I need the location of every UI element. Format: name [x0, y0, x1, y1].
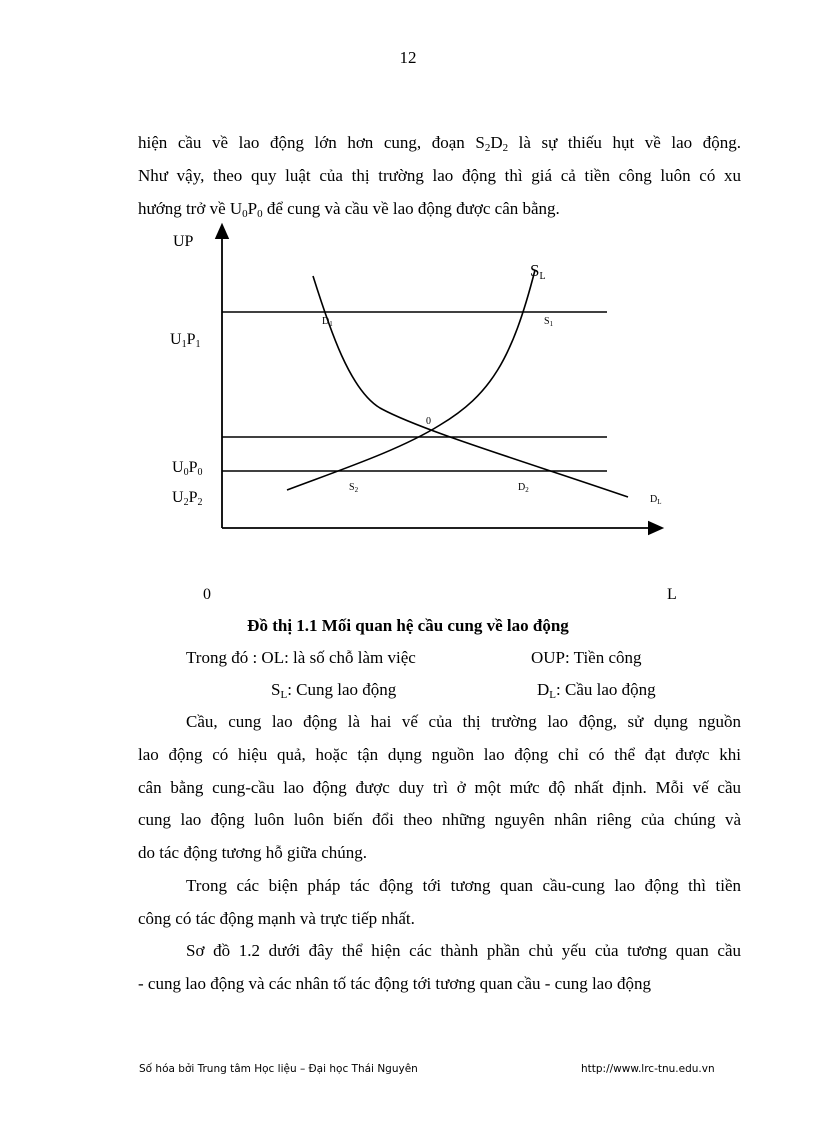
paragraph2-line-1: Trong các biện pháp tác động tới tương quan cầu-cung lao động thì tiền: [186, 876, 741, 895]
supply-curve: [287, 270, 535, 490]
point-label-s1: $S_1$: [544, 316, 554, 328]
y-tick-u2p2: U2P2: [172, 489, 203, 508]
intro-line-1: hiện cầu về lao động lớn hơn cung, đoạn $S_2D_2$ là sự thiếu hụt về lao động.: [138, 133, 741, 154]
y-axis-label: UP: [173, 233, 194, 250]
demand-curve-label: $D_L$: [650, 494, 662, 506]
origin-label: 0: [203, 586, 211, 603]
paragraph1-line-4: cung lao động luôn luôn biến đổi theo những nguyên nhân riêng của chúng và: [138, 810, 741, 829]
paragraph1-line-5: do tác động tương hỗ giữa chúng.: [138, 843, 368, 862]
point-label-d2: $D_2$: [518, 482, 529, 494]
supply-curve-label: SL: [530, 261, 546, 282]
point-label-s2: $S_2$: [349, 482, 359, 494]
footer-url[interactable]: http://www.lrc-tnu.edu.vn: [581, 1063, 715, 1075]
legend-dl: $D_L$: Cầu lao động: [537, 680, 656, 701]
intro-line-2: Như vậy, theo quy luật của thị trường lao động thì giá cả tiền công luôn có xu: [138, 166, 741, 185]
paragraph1-line-2: lao động có hiệu quả, hoặc tận dụng nguồn lao động chỉ có thể đạt được khi: [138, 745, 741, 764]
legend-ol: Trong đó : OL: là số chỗ làm việc: [186, 648, 416, 667]
paragraph3-line-1: Sơ đồ 1.2 dưới đây thể hiện các thành phần chủ yếu của tương quan cầu: [186, 941, 741, 960]
demand-curve: [313, 276, 628, 497]
y-tick-u0p0: U0P0: [172, 459, 203, 478]
paragraph3-line-2: - cung lao động và các nhân tố tác động tới tương quan cầu - cung lao động: [138, 974, 651, 993]
x-axis-label: L: [667, 586, 677, 603]
paragraph1-line-1: Cầu, cung lao động là hai vế của thị trường lao động, sử dụng nguồn: [186, 712, 741, 731]
legend-sl: $S_L$: Cung lao động: [271, 680, 397, 701]
point-label-d1: $D_1$: [322, 316, 333, 328]
paragraph2-line-2: công có tác động mạnh và trực tiếp nhất.: [138, 909, 415, 928]
footer-source: Số hóa bởi Trung tâm Học liệu – Đại học Thái Nguyên: [139, 1063, 418, 1075]
point-label-equilibrium: 0: [426, 416, 431, 427]
figure-caption: Đồ thị 1.1 Mối quan hệ cầu cung về lao động: [247, 616, 569, 635]
intro-line-3: hướng trở về $U_0P_0$ để cung và cầu về lao động được cân bằng.: [138, 199, 560, 220]
paragraph1-line-3: cân bằng cung-cầu lao động được duy trì ở một mức độ nhất định. Mỗi vế cầu: [138, 778, 741, 797]
page-number: 12: [399, 48, 417, 67]
y-tick-u1p1: U1P1: [170, 331, 201, 350]
legend-oup: OUP: Tiền công: [531, 648, 642, 667]
